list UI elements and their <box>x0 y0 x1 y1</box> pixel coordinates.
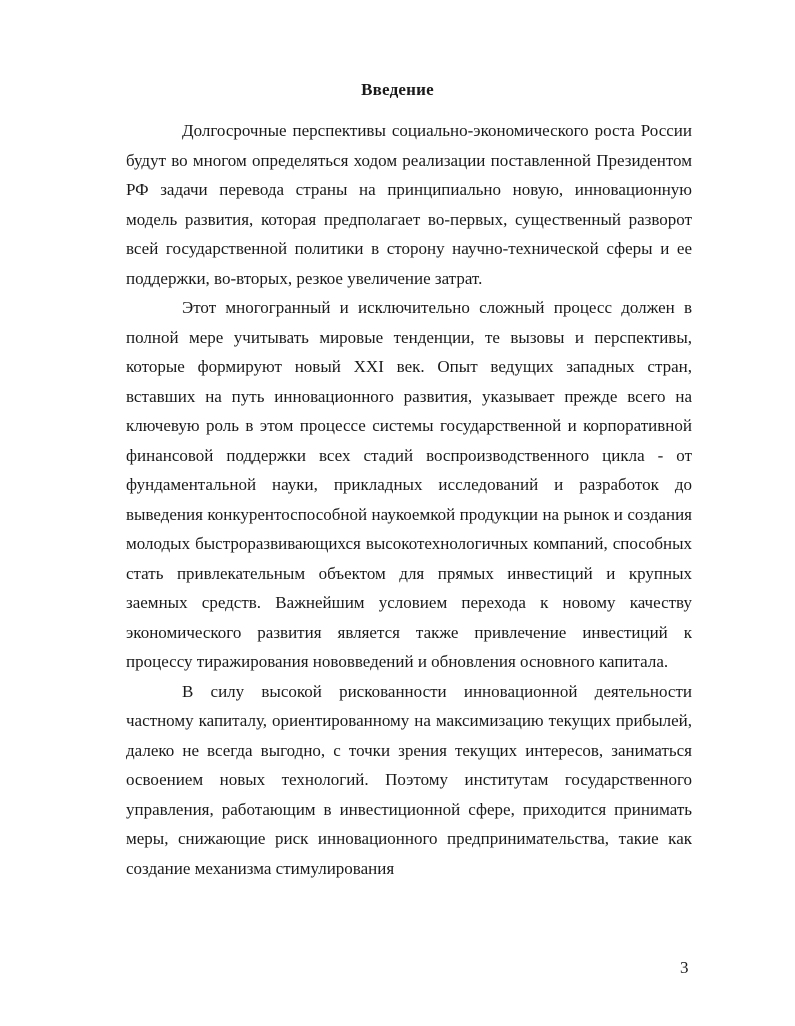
paragraph-2: Этот многогранный и исключительно сложный процесс должен в полной мере учитывать мировые тенденции, те вызовы и перспективы, которые формируют новый XXI век. Опыт ведущих западных стран, вставших на путь инновационного развития, указывает прежде всего на ключевую роль в этом процессе системы государственной и корпоративной финансовой поддержки всех стадий воспроизводственного цикла - от фундаментальной науки, прикладных исследований и разработок до выведения конкурентоспособной наукоемкой продукции на рынок и создания молодых быстроразвивающихся высокотехнологичных компаний, способных стать привлекательным объектом для прямых инвестиций и крупных заемных средств. Важнейшим условием перехода к новому качеству экономического развития является также привлечение инвестиций к процессу тиражирования нововведений и обновления основного капитала. <box>126 298 692 671</box>
paragraph-3: В силу высокой рискованности инновационной деятельности частному капиталу, ориентированному на максимизацию текущих прибылей, далеко не всегда выгодно, с точки зрения текущих интересов, заниматься освоением новых технологий. Поэтому институтам государственного управления, работающим в инвестиционной сфере, приходится принимать меры, снижающие риск инновационного предпринимательства, такие как создание механизма стимулирования <box>126 681 692 878</box>
paragraph-1: Долгосрочные перспективы социально-экономического роста России будут во многом определяться ходом реализации поставленной Президентом РФ задачи перевода страны на принципиально новую, инновационную модель развития, которая предполагает во-первых, существенный разворот всей государственной политики в сторону научно-технической сферы и ее поддержки, во-вторых, резкое увеличение затрат. <box>126 121 692 288</box>
page-number: 3 <box>680 958 689 977</box>
section-title: Введение <box>361 80 434 99</box>
body-text <box>126 116 692 883</box>
